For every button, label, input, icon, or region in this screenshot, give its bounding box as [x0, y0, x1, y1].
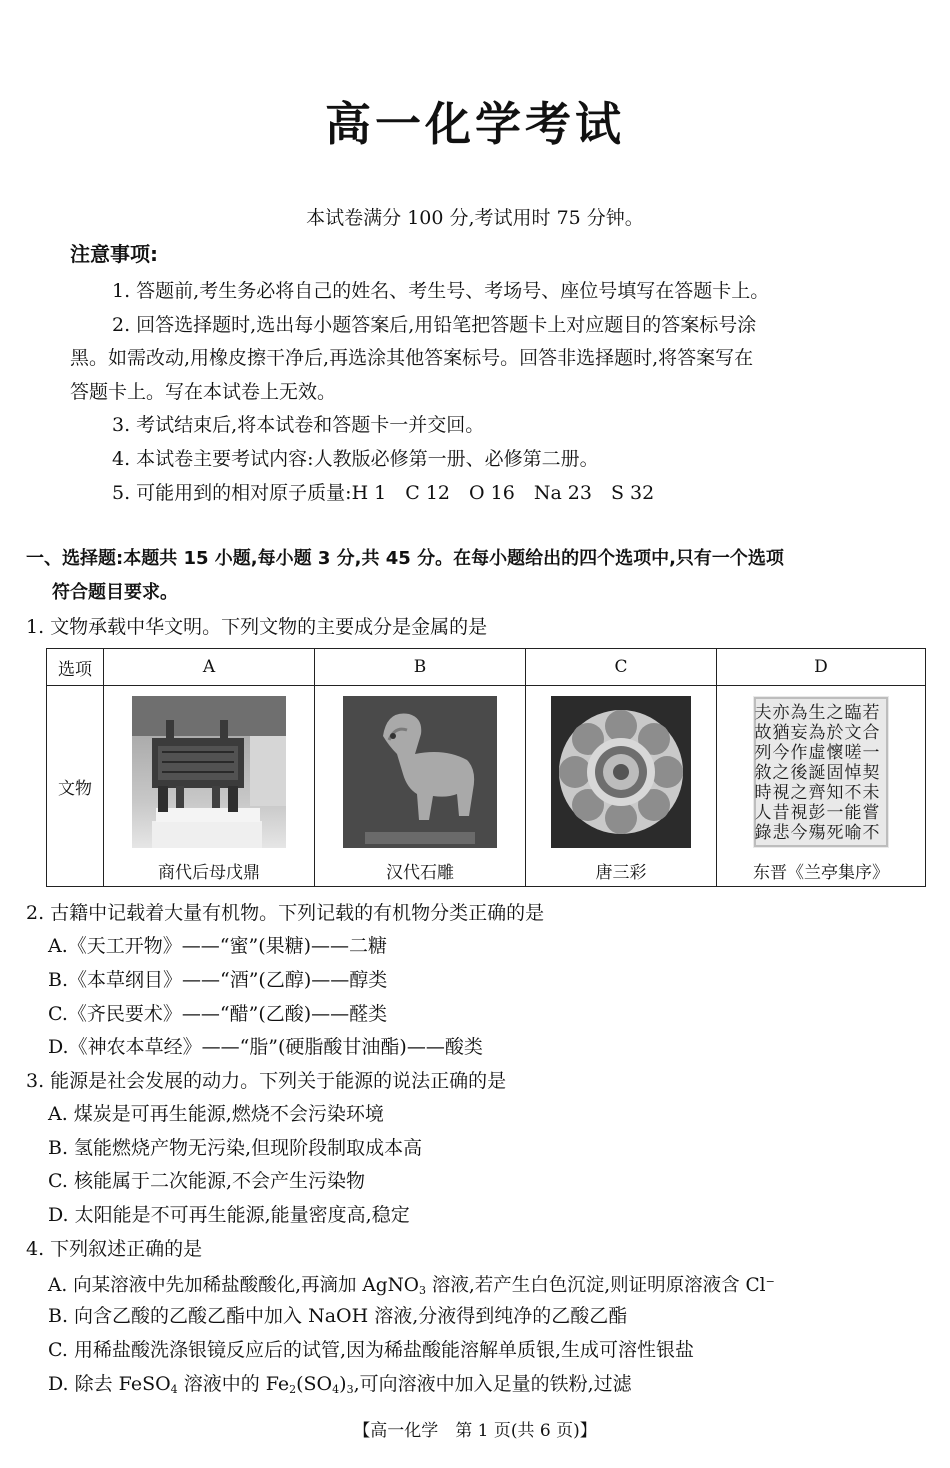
calligraphy-character: 敘: [754, 763, 772, 783]
section-heading-cont: 符合题目要求。: [52, 582, 178, 603]
question-2-choice-c: C.《齐民要术》——“醋”(乙酸)——醛类: [48, 1003, 388, 1025]
choice-d-text: (SO: [296, 1373, 333, 1395]
calligraphy-character: 殤: [808, 823, 826, 843]
superscript: −: [765, 1275, 775, 1288]
calligraphy-character: 悲: [772, 823, 790, 843]
calligraphy-character: 誕: [808, 763, 826, 783]
choice-d-text: ,可向溶液中加入足量的铁粉,过滤: [353, 1373, 632, 1395]
page-footer: 【高一化学 第 1 页(共 6 页)】: [353, 1421, 597, 1441]
question-4-choice-d: [48, 1372, 632, 1402]
notice-line: 1. 答题前,考生务必将自己的姓名、考生号、考场号、座位号填写在答题卡上。: [112, 280, 770, 302]
question-4-choice-a: [48, 1270, 775, 1303]
subscript: 4: [170, 1383, 178, 1396]
question-2-stem: 2. 古籍中记载着大量有机物。下列记载的有机物分类正确的是: [26, 902, 545, 924]
calligraphy-character: 為: [808, 723, 826, 743]
calligraphy-character: 嗟: [844, 743, 862, 763]
calligraphy-character: 之: [826, 703, 844, 723]
calligraphy-character: 視: [772, 783, 790, 803]
notice-line: 4. 本试卷主要考试内容:人教版必修第一册、必修第二册。: [112, 448, 599, 470]
question-1-stem: 1. 文物承载中华文明。下列文物的主要成分是金属的是: [26, 616, 488, 638]
stone-horse-image: [343, 696, 497, 848]
question-3-stem: 3. 能源是社会发展的动力。下列关于能源的说法正确的是: [26, 1070, 507, 1092]
calligraphy-character: 一: [826, 803, 844, 823]
choice-a-text: A. 向某溶液中先加稀盐酸酸化,再滴加 AgNO: [48, 1275, 419, 1296]
calligraphy-character: 後: [790, 763, 808, 783]
calligraphy-character: 生: [808, 703, 826, 723]
calligraphy-character: 不: [844, 783, 862, 803]
option-c-caption: 唐三彩: [595, 863, 647, 883]
option-b-cell: [315, 686, 526, 887]
question-2-choice-a: A.《天工开物》——“蜜”(果糖)——二糖: [48, 935, 388, 957]
option-b-label: B: [315, 649, 526, 686]
calligraphy-character: 能: [844, 803, 862, 823]
calligraphy-character: 嘗: [862, 803, 880, 823]
choice-d-text: ): [339, 1373, 347, 1395]
question-2-choice-d: D.《神农本草经》——“脂”(硬脂酸甘油酯)——酸类: [48, 1036, 483, 1058]
calligraphy-character: 喻: [844, 823, 862, 843]
calligraphy-character: 契: [862, 763, 880, 783]
calligraphy-character: 一: [862, 743, 880, 763]
question-3-choice-a: A. 煤炭是可再生能源,燃烧不会污染环境: [48, 1103, 384, 1125]
subscript: 3: [346, 1383, 354, 1396]
calligraphy-character: 知: [826, 783, 844, 803]
question-3-choice-c: C. 核能属于二次能源,不会产生污染物: [48, 1170, 365, 1192]
calligraphy-character: 妄: [790, 723, 808, 743]
calligraphy-character: 虛: [808, 743, 826, 763]
calligraphy-character: 故: [754, 723, 772, 743]
calligraphy-character: 人: [754, 803, 772, 823]
notice-heading: 注意事项:: [70, 242, 158, 266]
question-3-choice-b: B. 氢能燃烧产物无污染,但现阶段制取成本高: [48, 1137, 423, 1159]
relic-table: [46, 648, 926, 887]
calligraphy-character: 之: [790, 783, 808, 803]
calligraphy-character: 悼: [844, 763, 862, 783]
notice-line: 5. 可能用到的相对原子质量:H 1 C 12 O 16 Na 23 S 32: [112, 482, 655, 504]
calligraphy-character: 未: [862, 783, 880, 803]
choice-a-text: 溶液,若产生白色沉淀,则证明原溶液含 Cl: [425, 1275, 766, 1296]
calligraphy-character: 亦: [772, 703, 790, 723]
notice-line: 2. 回答选择题时,选出每小题答案后,用铅笔把答题卡上对应题目的答案标号涂: [112, 314, 757, 336]
calligraphy-character: 懷: [826, 743, 844, 763]
subscript: 4: [332, 1383, 340, 1396]
calligraphy-character: 不: [862, 823, 880, 843]
notice-line: 3. 考试结束后,将本试卷和答题卡一并交回。: [112, 414, 485, 436]
section-heading: 一、选择题:本题共 15 小题,每小题 3 分,共 45 分。在每小题给出的四个选项中,只有一个选项: [26, 548, 784, 569]
calligraphy-character: 列: [754, 743, 772, 763]
option-b-caption: 汉代石雕: [386, 863, 454, 883]
option-c-label: C: [526, 649, 717, 686]
option-d-cell: [717, 686, 926, 887]
question-4-choice-b: B. 向含乙酸的乙酸乙酯中加入 NaOH 溶液,分液得到纯净的乙酸乙酯: [48, 1305, 628, 1327]
calligraphy-character: 死: [826, 823, 844, 843]
calligraphy-character: 齊: [808, 783, 826, 803]
calligraphy-character: 夫: [754, 703, 772, 723]
option-d-label: D: [717, 649, 926, 686]
question-3-choice-d: D. 太阳能是不可再生能源,能量密度高,稳定: [48, 1204, 410, 1226]
question-4-stem: 4. 下列叙述正确的是: [26, 1238, 203, 1260]
option-a-caption: 商代后母戊鼎: [158, 863, 260, 883]
subscript: 2: [289, 1383, 297, 1396]
calligraphy-character: 若: [862, 703, 880, 723]
option-c-cell: [526, 686, 717, 887]
calligraphy-character: 彭: [808, 803, 826, 823]
calligraphy-character: 昔: [772, 803, 790, 823]
calligraphy-character: 文: [844, 723, 862, 743]
calligraphy-character: 之: [772, 763, 790, 783]
calligraphy-character: 今: [772, 743, 790, 763]
table-header-option: 选项: [47, 649, 104, 686]
calligraphy-character: 視: [790, 803, 808, 823]
choice-d-text: 溶液中的 Fe: [177, 1373, 290, 1395]
calligraphy-character: 為: [790, 703, 808, 723]
calligraphy-character: 作: [790, 743, 808, 763]
calligraphy-character: 固: [826, 763, 844, 783]
option-d-caption: 东晋《兰亭集序》: [753, 863, 889, 883]
choice-d-text: D. 除去 FeSO: [48, 1373, 171, 1395]
calligraphy-character: 臨: [844, 703, 862, 723]
tang-sancai-plate-image: [551, 696, 691, 848]
subscript: 3: [418, 1284, 426, 1297]
bronze-ding-image: [132, 696, 286, 848]
option-a-label: A: [104, 649, 315, 686]
question-4-choice-c: C. 用稀盐酸洗涤银镜反应后的试管,因为稀盐酸能溶解单质银,生成可溶性银盐: [48, 1339, 695, 1361]
calligraphy-character: 錄: [754, 823, 772, 843]
exam-intro: 本试卷满分 100 分,考试用时 75 分钟。: [306, 207, 644, 229]
page-title: 高一化学考试: [325, 97, 625, 151]
calligraphy-character: 今: [790, 823, 808, 843]
option-a-cell: [104, 686, 315, 887]
calligraphy-image: [753, 696, 889, 848]
calligraphy-character: 合: [862, 723, 880, 743]
calligraphy-character: 猶: [772, 723, 790, 743]
calligraphy-character: 於: [826, 723, 844, 743]
question-2-choice-b: B.《本草纲目》——“酒”(乙醇)——醇类: [48, 969, 388, 991]
notice-line: 黑。如需改动,用橡皮擦干净后,再选涂其他答案标号。回答非选择题时,将答案写在: [70, 347, 754, 369]
notice-line: 答题卡上。写在本试卷上无效。: [70, 381, 337, 403]
calligraphy-character: 時: [754, 783, 772, 803]
table-header-relic: 文物: [47, 686, 104, 887]
